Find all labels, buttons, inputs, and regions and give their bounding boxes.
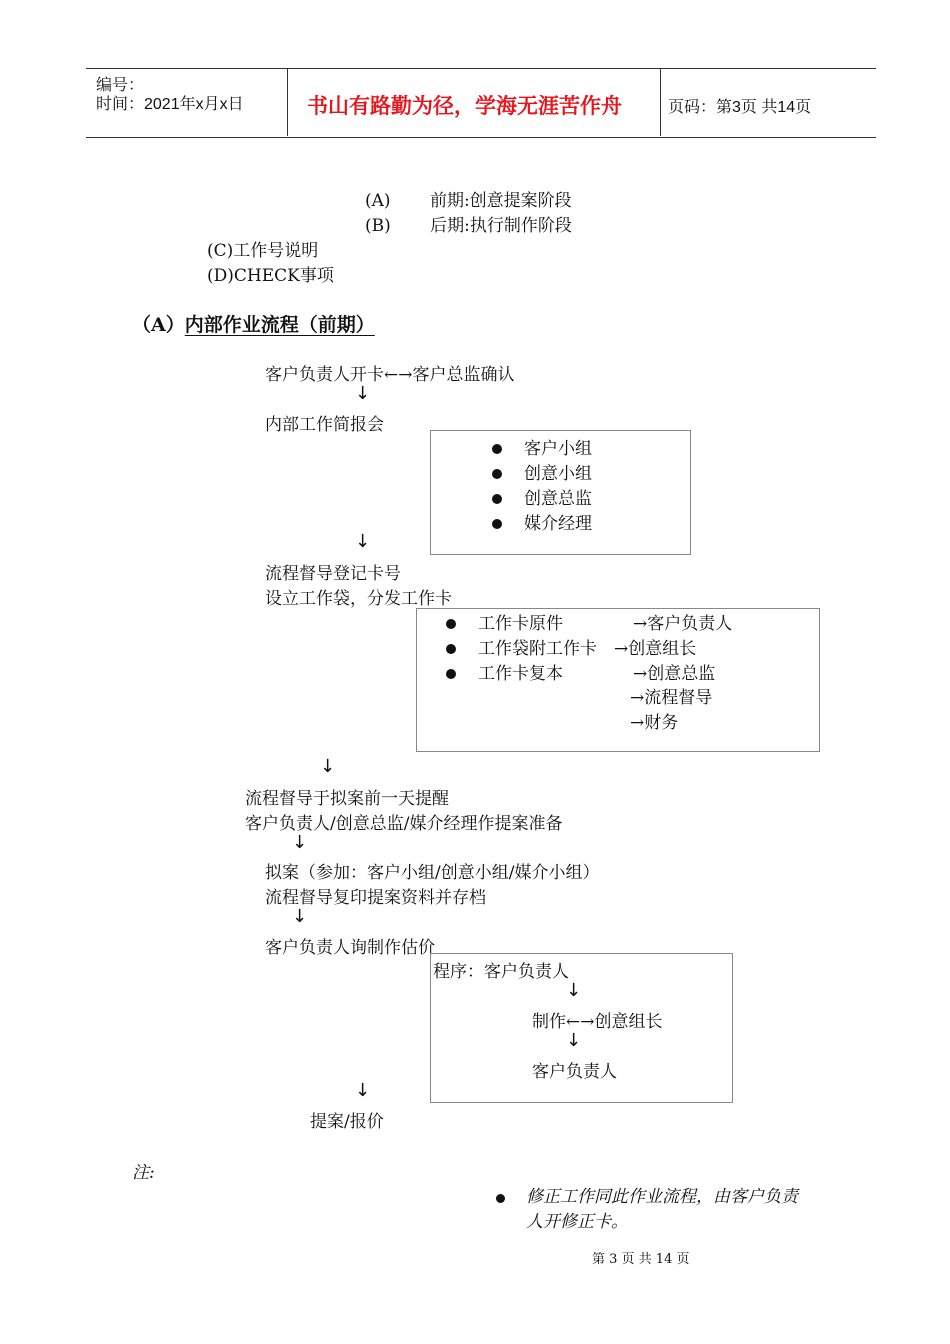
bullet-icon (446, 669, 456, 679)
section-heading (132, 310, 375, 337)
time-label: 时间：2021年x月x日 (96, 96, 244, 113)
distribution-target: →流程督导 (630, 688, 713, 708)
flow-step-reminder: 流程督导于拟案前一天提醒 (245, 789, 449, 809)
list-item: 媒介经理 (492, 509, 592, 534)
distribution-target: →创意总监 (633, 664, 716, 684)
procedure-line-3: 客户负责人 (532, 1062, 617, 1082)
note-label: 注: (132, 1163, 155, 1183)
down-arrow-icon: ↓ (320, 756, 336, 777)
note-text-line-2: 人开修正卡。 (526, 1212, 628, 1232)
header-divider-left (287, 68, 288, 136)
procedure-line-1: 程序：客户负责人 (433, 962, 569, 982)
distribution-target: →客户负责人 (633, 614, 733, 634)
bullet-icon (492, 444, 502, 454)
outline-a: (A) 前期:创意提案阶段 (365, 191, 572, 211)
section-heading-prefix: （A） (132, 314, 185, 336)
serial-label: 编号： (96, 77, 145, 94)
down-arrow-icon: ↓ (355, 383, 371, 404)
page-info: 页码：第3页 共14页 (668, 99, 812, 116)
flow-step-draft: 拟案（参加：客户小组/创意小组/媒介小组） (265, 863, 600, 883)
down-arrow-icon: ↓ (355, 1080, 371, 1101)
bullet-icon (492, 469, 502, 479)
note-text-line-1: 修正工作同此作业流程，由客户负责 (526, 1187, 798, 1207)
down-arrow-icon: ↓ (292, 906, 308, 927)
flow-step-open-card: 客户负责人开卡←→客户总监确认 (265, 365, 515, 385)
page-footer: 第 3 页 共 14 页 (592, 1252, 690, 1267)
bullet-icon (446, 644, 456, 654)
flow-step-archive: 流程督导复印提案资料并存档 (265, 888, 486, 908)
list-item: 工作卡复本 (446, 659, 563, 684)
list-item: 工作袋附工作卡 (446, 634, 597, 659)
outline-b: (B) 后期:执行制作阶段 (365, 216, 572, 236)
outline-c: (C)工作号说明 (207, 241, 319, 261)
flow-step-register: 流程督导登记卡号 (265, 564, 401, 584)
procedure-line-2: 制作←→创意组长 (532, 1012, 663, 1032)
note-bullet-icon (496, 1188, 505, 1207)
bullet-icon (492, 494, 502, 504)
list-item: 客户小组 (492, 434, 592, 459)
list-item: 工作卡原件 (446, 609, 563, 634)
flow-step-setup-bag: 设立工作袋，分发工作卡 (265, 589, 452, 609)
list-item: 创意总监 (492, 484, 592, 509)
down-arrow-icon: ↓ (355, 531, 371, 552)
header-motto: 书山有路勤为径，学海无涯苦作舟 (307, 95, 622, 118)
down-arrow-icon: ↓ (566, 980, 582, 1001)
distribution-target: →创意组长 (614, 639, 697, 659)
flow-step-estimate: 客户负责人询制作估价 (265, 938, 435, 958)
down-arrow-icon: ↓ (566, 1030, 582, 1051)
flow-step-proposal: 提案/报价 (310, 1112, 384, 1132)
list-item: 创意小组 (492, 459, 592, 484)
bullet-icon (492, 519, 502, 529)
flow-step-prepare: 客户负责人/创意总监/媒介经理作提案准备 (245, 814, 563, 834)
header-divider-right (660, 68, 661, 136)
distribution-target: →财务 (630, 713, 679, 733)
flow-step-briefing: 内部工作简报会 (265, 415, 384, 435)
bullet-icon (446, 619, 456, 629)
outline-d: (D)CHECK事项 (207, 266, 334, 286)
section-heading-title: 内部作业流程（前期） (184, 314, 375, 336)
down-arrow-icon: ↓ (292, 832, 308, 853)
